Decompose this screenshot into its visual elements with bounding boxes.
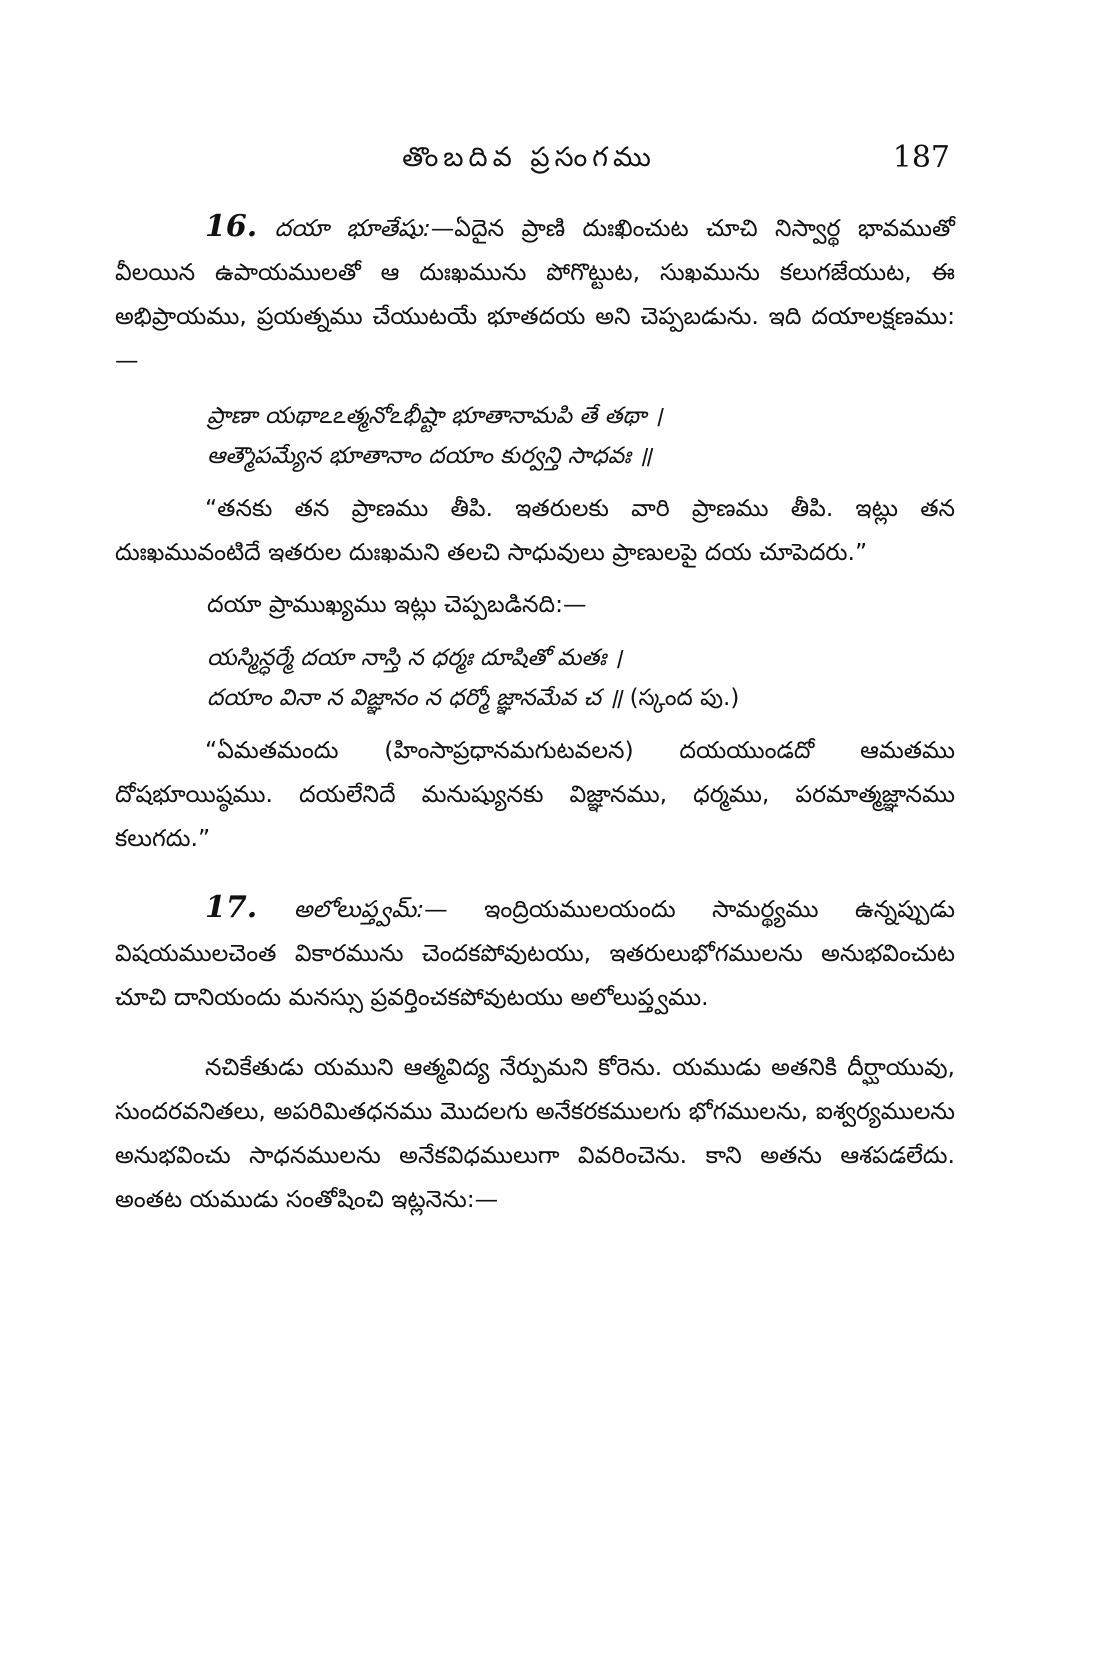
section-17-term: అలోలుప్త్వమ్: [293, 895, 425, 923]
section-16-paragraph [115, 205, 955, 382]
verse-2-line-2-text: దయాం వినా న విజ్ఞానం న ధర్మో జ్ఞానమేవ చ ॥ [207, 685, 623, 711]
verse-2-meaning: “ఏమతమందు (హింసాప్రధానమగుటవలన) దయయుండదో ఆమతము దోషభూయిష్ఠము. దయలేనిదే మనుష్యునకు విజ్ఞానము, ధర్మము, పరమాత్మజ్ఞానము కలుగదు.” [115, 736, 955, 852]
verse-block-2 [115, 638, 955, 718]
section-16-text: —ఏదైన ప్రాణి దుఃఖించుట చూచి నిస్వార్థ భావముతో వీలయిన ఉపాయములతో ఆ దుఃఖమును పోగొట్టుట, సుఖమును కలుగజేయుట, ఈ అభిప్రాయము, ప్రయత్నము చేయుటయే భూతదయ అని చెప్పబడును. ఇది దయాలక్షణము:— [115, 214, 955, 374]
nachiketa-story-paragraph: నచికేతుడు యముని ఆత్మవిద్య నేర్పుమని కోరెను. యముడు అతనికి దీర్ఘాయువు, సుందరవనితలు, అపరిమితధనము మొదలగు అనేకరకములగు భోగములను, ఐశ్వర్యములను అనుభవించు సాధనములను అనేకవిధములుగా వివరించెను. కాని అతను ఆశపడలేదు. అంతట యముడు సంతోషించి ఇట్లనెను:— [115, 1053, 955, 1213]
verse-2-source: (స్కంద పు.) [629, 685, 740, 711]
verse-1-meaning: “తనకు తన ప్రాణము తీపి. ఇతరులకు వారి ప్రాణము తీపి. ఇట్లు తన దుఃఖమువంటిదే ఇతరుల దుఃఖమని తలచి సాధువులు ప్రాణులపై దయ చూపెదరు.” [115, 494, 955, 566]
section-17-text: — ఇంద్రియములయందు సామర్థ్యము ఉన్నప్పుడు విషయములచెంత వికారమును చెందకపోవుటయు, ఇతరులుభోగములను అనుభవించుట చూచి దానియందు మనస్సు ప్రవర్తించకపోవుటయు అలోలుప్త్వము. [115, 895, 955, 1011]
verse-2-line-2 [115, 678, 955, 718]
verse-2-line-1: యస్మిన్ధర్మే దయా నాస్తి న ధర్మః దూషితో మతః । [207, 645, 623, 671]
section-17-number: 17. [205, 890, 258, 925]
page-number: 187 [892, 140, 950, 175]
verse-1-line-2: ఆత్మౌపమ్యేన భూతానాం దయాం కుర్వన్తి సాధవః ॥ [207, 443, 652, 469]
section-17-paragraph [115, 886, 955, 1019]
page-header [108, 138, 950, 178]
page-body [115, 205, 955, 1221]
section-16-term: దయా భూతేషు: [274, 214, 431, 242]
section-16-number: 16. [205, 209, 258, 244]
running-title: తొంబదివ ప్రసంగము [402, 142, 656, 173]
verse-2-intro: దయా ప్రాముఖ్యము ఇట్లు చెప్పబడినది:— [207, 590, 587, 618]
verse-1-line-1: ప్రాణా యథాఽఽత్మనోఽభీష్టా భూతానామపి తే తథా । [207, 403, 663, 429]
verse-block-1 [115, 396, 955, 476]
